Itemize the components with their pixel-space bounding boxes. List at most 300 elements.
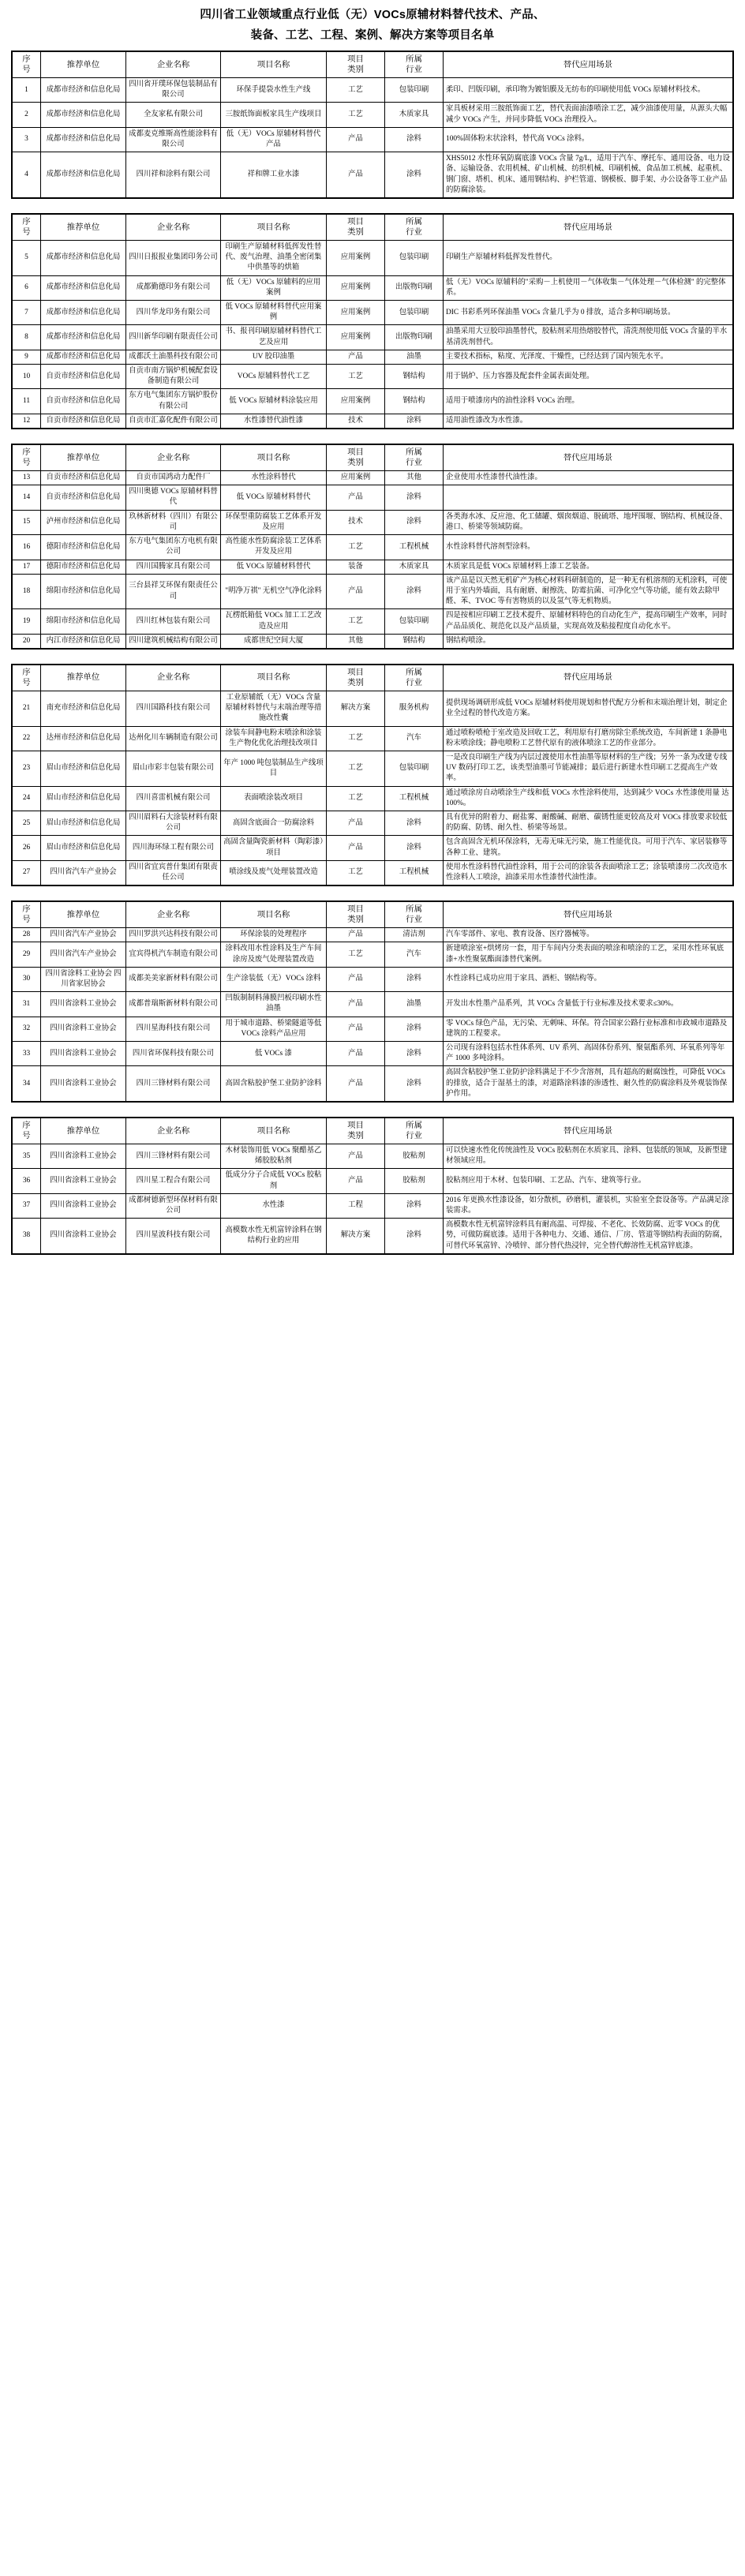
row-enterprise: 四川省开璞环保包装制品有限公司 <box>126 78 221 103</box>
page-title-line-1: 四川省工业领域重点行业低（无）VOCs原辅材料替代技术、产品、 <box>200 9 545 21</box>
row-industry: 木质家具 <box>385 103 444 127</box>
row-category: 工艺 <box>327 751 385 786</box>
row-industry: 钢结构 <box>385 365 444 389</box>
column-header-category: 项目 类别 <box>327 445 385 471</box>
column-header-scene: 替代应用场景 <box>444 902 733 928</box>
row-recommend-unit: 四川省汽车产业协会 <box>41 928 126 942</box>
row-project: 三胺纸饰面板家具生产线项目 <box>221 103 327 127</box>
row-industry: 包装印刷 <box>385 78 444 103</box>
row-recommend-unit: 成都市经济和信息化局 <box>41 275 126 300</box>
row-index: 26 <box>13 836 41 860</box>
column-header-project: 项目名称 <box>221 215 327 241</box>
column-header-enterprise: 企业名称 <box>126 665 221 691</box>
row-recommend-unit: 德阳市经济和信息化局 <box>41 560 126 574</box>
row-category: 产品 <box>327 152 385 198</box>
row-index: 8 <box>13 325 41 350</box>
row-enterprise: 四川罗洪兴达科技有限公司 <box>126 928 221 942</box>
row-industry: 出版物印刷 <box>385 325 444 350</box>
row-industry: 汽车 <box>385 942 444 967</box>
row-scene: 高固含粘胶护堡工业防护涂料满足于不少含溶剂，具有超高的耐腐蚀性，可降低 VOCs 的排放，适合于湿基土的漆，对道路涂料漆的渗透性、耐久性的防腐涂料及外观装饰保护作用。 <box>444 1066 733 1102</box>
row-enterprise: 成都勤德印务有限公司 <box>126 275 221 300</box>
row-enterprise: 自贡市南方锅炉机械配套设备制造有限公司 <box>126 365 221 389</box>
row-project: 低（无）VOCs 原辅材料替代产品 <box>221 127 327 152</box>
column-header-scene: 替代应用场景 <box>444 665 733 691</box>
column-header-enterprise: 企业名称 <box>126 445 221 471</box>
row-scene: 柔印、凹版印刷，承印物为镀铝膜及无纺布的印刷使用低 VOCs 原辅材料技术。 <box>444 78 733 103</box>
column-header-scene: 替代应用场景 <box>444 215 733 241</box>
row-recommend-unit: 内江市经济和信息化局 <box>41 634 126 648</box>
row-recommend-unit: 四川省汽车产业协会 <box>41 942 126 967</box>
row-index: 10 <box>13 365 41 389</box>
row-recommend-unit: 自贡市经济和信息化局 <box>41 365 126 389</box>
row-project: 用于城市道路、桥梁隧道等低 VOCs 涂料产品应用 <box>221 1017 327 1041</box>
row-scene: 2016 年更换水性漆设备，如分散机，砂磨机，灌装机，实验室全套设备等。产品满足涂装需求。 <box>444 1193 733 1218</box>
row-project: 低 VOCs 原辅材料替代应用案例 <box>221 301 327 325</box>
table-row <box>13 560 733 574</box>
row-project: 环保型重防腐装工艺体系开发及应用 <box>221 510 327 534</box>
row-recommend-unit: 成都市经济和信息化局 <box>41 103 126 127</box>
table-row <box>13 365 733 389</box>
row-scene: 各类海水冰、反应池、化工储罐、烟囱烟道、脱硫塔、地坪围堰、钢结构、机械设备、港口、桥梁等领域防腐。 <box>444 510 733 534</box>
row-recommend-unit: 泸州市经济和信息化局 <box>41 510 126 534</box>
row-scene: 该产品是以天然无机矿产为核心材料科研制造的，是一种无有机溶剂的无机涂料，可使用于室内外墙面，具有耐磨、耐擦洗、防霉抗菌、可净化空气等功能，能有效去除甲醛、苯、TVOC 等有害物质的以及氢气等无机物质。 <box>444 574 733 609</box>
column-header-category: 项目 类别 <box>327 1118 385 1144</box>
row-recommend-unit: 成都市经济和信息化局 <box>41 78 126 103</box>
row-enterprise: 四川省环保科技有限公司 <box>126 1042 221 1066</box>
table-row <box>13 1017 733 1041</box>
row-enterprise: 全友家私有限公司 <box>126 103 221 127</box>
row-scene: 钢结构喷涂。 <box>444 634 733 648</box>
table-row <box>13 414 733 428</box>
row-scene: 通过喷涂房自动喷涂生产线和低 VOCs 水性涂料使用，达到减少 VOCs 水性漆使用量 达 100%。 <box>444 786 733 811</box>
project-list-table <box>12 1118 733 1254</box>
page-title-line-2: 装备、工艺、工程、案例、解决方案等项目名单 <box>250 29 495 42</box>
row-index: 1 <box>13 78 41 103</box>
row-industry: 汽车 <box>385 726 444 751</box>
row-index: 7 <box>13 301 41 325</box>
page-title <box>0 0 745 49</box>
column-header-index: 序 号 <box>13 445 41 471</box>
row-recommend-unit: 成都市经济和信息化局 <box>41 152 126 198</box>
row-project: 高固含量陶瓷新材料（陶彩漆）项目 <box>221 836 327 860</box>
column-header-enterprise: 企业名称 <box>126 52 221 78</box>
row-industry: 涂料 <box>385 485 444 510</box>
table-row <box>13 967 733 991</box>
row-index: 6 <box>13 275 41 300</box>
row-category: 应用案例 <box>327 471 385 485</box>
row-industry: 包装印刷 <box>385 609 444 634</box>
row-industry: 涂料 <box>385 1193 444 1218</box>
row-industry: 包装印刷 <box>385 301 444 325</box>
table-row <box>13 78 733 103</box>
row-recommend-unit: 南充市经济和信息化局 <box>41 691 126 726</box>
table-row <box>13 786 733 811</box>
row-index: 22 <box>13 726 41 751</box>
row-index: 5 <box>13 241 41 276</box>
row-enterprise: 成都沃土油墨科技有限公司 <box>126 350 221 364</box>
row-enterprise: 四川奥德 VOCs 原辅材料替代 <box>126 485 221 510</box>
table-block <box>11 51 734 199</box>
row-project: 低 VOCs 原辅材料替代 <box>221 485 327 510</box>
table-row <box>13 275 733 300</box>
row-industry: 涂料 <box>385 510 444 534</box>
row-scene: 高模数水性无机富锌涂料具有耐高温、可焊接、不老化、长效防腐、近零 VOCs 的优势，可做防腐底漆。适用于各种电力、交通、通信、厂房、管道等钢结构表面的防腐，可替代环氧富锌、冷喷锌、部分替代热浸锌，完全替代醇溶性无机富锌底漆。 <box>444 1219 733 1254</box>
row-project: 低 VOCs 漆 <box>221 1042 327 1066</box>
row-category: 产品 <box>327 127 385 152</box>
row-recommend-unit: 自贡市经济和信息化局 <box>41 414 126 428</box>
row-industry: 涂料 <box>385 127 444 152</box>
row-industry: 涂料 <box>385 574 444 609</box>
row-category: 工艺 <box>327 609 385 634</box>
table-row <box>13 535 733 560</box>
table-header-row <box>13 52 733 78</box>
table-row <box>13 1169 733 1193</box>
row-project: 低（无）VOCs 原辅料的应用案例 <box>221 275 327 300</box>
table-row <box>13 574 733 609</box>
row-project: 印刷生产原辅材料低挥发性替代、废气治理、油墨全密闭集中供墨等的烘箱 <box>221 241 327 276</box>
row-industry: 涂料 <box>385 1017 444 1041</box>
row-industry: 包装印刷 <box>385 241 444 276</box>
row-index: 2 <box>13 103 41 127</box>
table-row <box>13 1193 733 1218</box>
table-block <box>11 1117 734 1255</box>
table-row <box>13 942 733 967</box>
row-recommend-unit: 四川省涂料工业协会 <box>41 992 126 1017</box>
column-header-project: 项目名称 <box>221 665 327 691</box>
row-category: 应用案例 <box>327 275 385 300</box>
column-header-industry: 所属 行业 <box>385 52 444 78</box>
row-scene: 可以快速水性化传统油性及 VOCs 胶粘剂在水质家具、涂料、包装纸的领域，及新型建材领域应用。 <box>444 1144 733 1169</box>
row-index: 27 <box>13 860 41 885</box>
row-project: 涂装车间静电粉末喷涂和涂装生产物化优化治理技改项目 <box>221 726 327 751</box>
column-header-recommend-unit: 推荐单位 <box>41 665 126 691</box>
row-scene: 木质家具是低 VOCs 原辅材料上漆工艺装备。 <box>444 560 733 574</box>
row-industry: 工程机械 <box>385 786 444 811</box>
row-index: 19 <box>13 609 41 634</box>
row-industry: 工程机械 <box>385 535 444 560</box>
row-enterprise: 四川祥和涂料有限公司 <box>126 152 221 198</box>
table-row <box>13 1144 733 1169</box>
row-category: 产品 <box>327 1066 385 1102</box>
row-scene: 一是改良印刷生产线为内层过渡使用水性油墨等原材料的生产线；另外一条为改建专线 UV 数码打印工艺，该类型油墨可节能减排；最后进行新建水性印刷工艺提高生产效率。 <box>444 751 733 786</box>
row-enterprise: 自贡市汇嘉化配件有限公司 <box>126 414 221 428</box>
row-recommend-unit: 四川省涂料工业协会 四川省家居协会 <box>41 967 126 991</box>
row-index: 36 <box>13 1169 41 1193</box>
row-scene: 适用于喷漆房内的油性涂料 VOCs 治理。 <box>444 389 733 414</box>
column-header-scene: 替代应用场景 <box>444 52 733 78</box>
row-index: 33 <box>13 1042 41 1066</box>
row-category: 工艺 <box>327 726 385 751</box>
row-industry: 涂料 <box>385 1066 444 1102</box>
table-row <box>13 691 733 726</box>
row-recommend-unit: 四川省涂料工业协会 <box>41 1144 126 1169</box>
row-project: 表面喷涂装改项目 <box>221 786 327 811</box>
row-index: 12 <box>13 414 41 428</box>
row-index: 3 <box>13 127 41 152</box>
row-category: 应用案例 <box>327 241 385 276</box>
row-index: 18 <box>13 574 41 609</box>
column-header-industry: 所属 行业 <box>385 1118 444 1144</box>
column-header-recommend-unit: 推荐单位 <box>41 215 126 241</box>
row-industry: 油墨 <box>385 350 444 364</box>
row-scene: 使用水性涂料替代油性涂料，用于公司的涂装各表面喷涂工艺；涂装喷漆房二次改造水性涂料人工喷涂，油漆采用水性漆替代油性漆。 <box>444 860 733 885</box>
row-category: 应用案例 <box>327 389 385 414</box>
column-header-recommend-unit: 推荐单位 <box>41 445 126 471</box>
row-industry: 出版物印刷 <box>385 275 444 300</box>
row-category: 产品 <box>327 350 385 364</box>
row-project: 涂料改用水性涂料及生产车间涂房及废气处理装置改造 <box>221 942 327 967</box>
row-project: 水性漆替代油性漆 <box>221 414 327 428</box>
table-row <box>13 485 733 510</box>
row-recommend-unit: 四川省涂料工业协会 <box>41 1193 126 1218</box>
row-project: UV 胶印油墨 <box>221 350 327 364</box>
column-header-project: 项目名称 <box>221 1118 327 1144</box>
row-category: 技术 <box>327 510 385 534</box>
row-scene: 用于锅炉、压力容器及配套件金属表面处理。 <box>444 365 733 389</box>
row-enterprise: 成都树德新型环保材料有限公司 <box>126 1193 221 1218</box>
table-block <box>11 664 734 886</box>
table-row <box>13 726 733 751</box>
row-project: 木材装饰用低 VOCs 聚醋基乙烯胶胶粘剂 <box>221 1144 327 1169</box>
row-recommend-unit: 自贡市经济和信息化局 <box>41 389 126 414</box>
row-industry: 涂料 <box>385 414 444 428</box>
row-category: 技术 <box>327 414 385 428</box>
row-index: 15 <box>13 510 41 534</box>
row-project: 喷涂线及废气处理装置改造 <box>221 860 327 885</box>
row-project: 瓦楞纸箱低 VOCs 加工工艺改造及应用 <box>221 609 327 634</box>
row-scene <box>444 485 733 510</box>
row-recommend-unit: 成都市经济和信息化局 <box>41 350 126 364</box>
column-header-recommend-unit: 推荐单位 <box>41 902 126 928</box>
row-recommend-unit: 自贡市经济和信息化局 <box>41 471 126 485</box>
row-recommend-unit: 达州市经济和信息化局 <box>41 726 126 751</box>
row-enterprise: 四川三锋材料有限公司 <box>126 1066 221 1102</box>
row-industry: 工程机械 <box>385 860 444 885</box>
row-scene: 企业使用水性漆替代油性漆。 <box>444 471 733 485</box>
row-scene: 零 VOCs 绿色产品，无污染、无刺味、环保。符合国家公路行业标准和市政城市道路及建筑的工程要求。 <box>444 1017 733 1041</box>
row-index: 9 <box>13 350 41 364</box>
row-enterprise: 四川国腾家具有限公司 <box>126 560 221 574</box>
row-enterprise: 四川星波科技有限公司 <box>126 1219 221 1254</box>
column-header-industry: 所属 行业 <box>385 445 444 471</box>
row-scene: 开发出水性墨产品系列，其 VOCs 含量低于行业标准及技术要求≤30%。 <box>444 992 733 1017</box>
row-index: 17 <box>13 560 41 574</box>
row-recommend-unit: 四川省汽车产业协会 <box>41 860 126 885</box>
column-header-industry: 所属 行业 <box>385 902 444 928</box>
row-scene: 家具板材采用三胺纸饰面工艺，替代表面油漆喷涂工艺，减少油漆使用量，从源头大幅减少 VOCs 产生，并同步降低 VOCs 治理投入。 <box>444 103 733 127</box>
column-header-enterprise: 企业名称 <box>126 902 221 928</box>
row-scene: 提供现场调研形成低 VOCs 原辅材料使用规划和替代配方分析和末端治理计划，制定企业全过程的替代改造方案。 <box>444 691 733 726</box>
row-index: 34 <box>13 1066 41 1102</box>
column-header-index: 序 号 <box>13 665 41 691</box>
row-category: 工艺 <box>327 786 385 811</box>
row-recommend-unit: 成都市经济和信息化局 <box>41 241 126 276</box>
table-row <box>13 811 733 835</box>
row-index: 24 <box>13 786 41 811</box>
table-row <box>13 389 733 414</box>
row-category: 产品 <box>327 1042 385 1066</box>
row-category: 工艺 <box>327 103 385 127</box>
row-scene: 水性涂料已成功应用于家具、酒柜、钢结构等。 <box>444 967 733 991</box>
row-recommend-unit: 眉山市经济和信息化局 <box>41 836 126 860</box>
row-enterprise: 四川红林包装有限公司 <box>126 609 221 634</box>
row-enterprise: 四川建筑机械结构有限公司 <box>126 634 221 648</box>
row-industry: 钢结构 <box>385 634 444 648</box>
row-enterprise: 四川三锋材料有限公司 <box>126 1144 221 1169</box>
row-category: 其他 <box>327 634 385 648</box>
row-scene: 汽车零部件、家电、教育设备、医疗器械等。 <box>444 928 733 942</box>
row-index: 21 <box>13 691 41 726</box>
row-project: VOCs 原辅料替代工艺 <box>221 365 327 389</box>
row-category: 产品 <box>327 1144 385 1169</box>
row-index: 37 <box>13 1193 41 1218</box>
row-index: 30 <box>13 967 41 991</box>
row-index: 4 <box>13 152 41 198</box>
row-category: 工艺 <box>327 78 385 103</box>
table-row <box>13 152 733 198</box>
row-index: 32 <box>13 1017 41 1041</box>
row-scene: 胶粘剂应用于木材、包装印刷、工艺品、汽车、建筑等行业。 <box>444 1169 733 1193</box>
row-recommend-unit: 成都市经济和信息化局 <box>41 301 126 325</box>
row-project: 凹版制制料薄膜凹板印刷水性油墨 <box>221 992 327 1017</box>
project-list-table <box>12 214 733 429</box>
table-header-row <box>13 665 733 691</box>
row-category: 产品 <box>327 485 385 510</box>
table-row <box>13 1066 733 1102</box>
row-category: 工程 <box>327 1193 385 1218</box>
column-header-category: 项目 类别 <box>327 902 385 928</box>
column-header-industry: 所属 行业 <box>385 665 444 691</box>
row-recommend-unit: 德阳市经济和信息化局 <box>41 535 126 560</box>
row-scene: 100%固体粉末状涂料，替代高 VOCs 涂料。 <box>444 127 733 152</box>
row-category: 产品 <box>327 574 385 609</box>
table-block <box>11 213 734 429</box>
row-project: 高模数水性无机富锌涂料在钢结构行业的应用 <box>221 1219 327 1254</box>
column-header-project: 项目名称 <box>221 52 327 78</box>
row-industry: 木质家具 <box>385 560 444 574</box>
row-project: 书、报刊印刷原辅材料替代工艺及应用 <box>221 325 327 350</box>
table-row <box>13 471 733 485</box>
column-header-industry: 所属 行业 <box>385 215 444 241</box>
row-enterprise: 四川星工程合有限公司 <box>126 1169 221 1193</box>
row-category: 产品 <box>327 811 385 835</box>
row-category: 产品 <box>327 836 385 860</box>
row-recommend-unit: 成都市经济和信息化局 <box>41 127 126 152</box>
row-category: 产品 <box>327 992 385 1017</box>
column-header-category: 项目 类别 <box>327 215 385 241</box>
column-header-index: 序 号 <box>13 1118 41 1144</box>
column-header-recommend-unit: 推荐单位 <box>41 1118 126 1144</box>
column-header-project: 项目名称 <box>221 902 327 928</box>
row-industry: 服务机构 <box>385 691 444 726</box>
project-list-table <box>12 444 733 649</box>
column-header-scene: 替代应用场景 <box>444 1118 733 1144</box>
row-recommend-unit: 绵阳市经济和信息化局 <box>41 609 126 634</box>
project-list-table <box>12 51 733 198</box>
row-recommend-unit: 成都市经济和信息化局 <box>41 325 126 350</box>
row-project: 环保涂装的处理程序 <box>221 928 327 942</box>
table-row <box>13 751 733 786</box>
row-scene: DIC 书彩系列环保油墨 VOCs 含量几乎为 0 排放，适合多种印刷场景。 <box>444 301 733 325</box>
row-industry: 涂料 <box>385 1042 444 1066</box>
row-category: 产品 <box>327 1017 385 1041</box>
row-enterprise: 四川眉料石大涂装材料有限公司 <box>126 811 221 835</box>
row-scene: 油墨采用大豆胶印油墨替代，胶粘剂采用热熔胶替代，清洗剂使用低 VOCs 含量的半水基清洗剂替代。 <box>444 325 733 350</box>
row-index: 31 <box>13 992 41 1017</box>
table-row <box>13 510 733 534</box>
row-industry: 涂料 <box>385 152 444 198</box>
row-scene: 四是按相应印刷工艺技术提升、原辅材料特色的自动化生产，提高印刷生产效率，同时产品品质化、规范化以及产品质量，实现高效及粘接程度自动化水平。 <box>444 609 733 634</box>
row-index: 23 <box>13 751 41 786</box>
row-index: 29 <box>13 942 41 967</box>
row-recommend-unit: 自贡市经济和信息化局 <box>41 485 126 510</box>
row-project: 水性涂料替代 <box>221 471 327 485</box>
row-enterprise: 玖林新材料（四川）有限公司 <box>126 510 221 534</box>
row-scene: 低（无）VOCs 原辅料的"采购－上机使用－气体收集－气体处理－气体检测" 的完整体系。 <box>444 275 733 300</box>
row-scene: XHS5012 水性环氧防腐底漆 VOCs 含量 7g/L，适用于汽车、摩托车、通用设备、电力设备、运输设备、农用机械、矿山机械、纺织机械、印刷机械、食品加工机械、起重机、钢门窗、塔机、机床、通用钢结构、护栏管道、钢模板、脚手架、办公设备等工业产品的防腐涂装。 <box>444 152 733 198</box>
row-industry: 油墨 <box>385 992 444 1017</box>
row-project: 高固含粘胶护堡工业防护涂料 <box>221 1066 327 1102</box>
column-header-scene: 替代应用场景 <box>444 445 733 471</box>
row-index: 38 <box>13 1219 41 1254</box>
row-enterprise: 成都普瑞斯新材料有限公司 <box>126 992 221 1017</box>
row-scene: 主要技术指标，粘度、光泽度、干燥性，已经达到了国内领先水平。 <box>444 350 733 364</box>
column-header-enterprise: 企业名称 <box>126 1118 221 1144</box>
row-recommend-unit: 四川省涂料工业协会 <box>41 1066 126 1102</box>
row-index: 20 <box>13 634 41 648</box>
row-category: 应用案例 <box>327 325 385 350</box>
row-industry: 涂料 <box>385 811 444 835</box>
row-scene: 水性涂料替代溶剂型涂料。 <box>444 535 733 560</box>
row-recommend-unit: 四川省涂料工业协会 <box>41 1219 126 1254</box>
column-header-category: 项目 类别 <box>327 665 385 691</box>
row-project: 年产 1000 吨包装制品生产线项目 <box>221 751 327 786</box>
table-row <box>13 350 733 364</box>
row-industry: 其他 <box>385 471 444 485</box>
column-header-enterprise: 企业名称 <box>126 215 221 241</box>
row-category: 产品 <box>327 1169 385 1193</box>
table-row <box>13 836 733 860</box>
table-header-row <box>13 902 733 928</box>
row-project: 低 VOCs 原辅材料替代 <box>221 560 327 574</box>
row-category: 工艺 <box>327 942 385 967</box>
row-enterprise: 达州化川车辆制造有限公司 <box>126 726 221 751</box>
column-header-category: 项目 类别 <box>327 52 385 78</box>
table-row <box>13 1042 733 1066</box>
row-enterprise: 自贡市国鸿动力配件厂 <box>126 471 221 485</box>
row-enterprise: 四川日报报业集团印务公司 <box>126 241 221 276</box>
row-index: 35 <box>13 1144 41 1169</box>
table-row <box>13 103 733 127</box>
row-recommend-unit: 四川省涂料工业协会 <box>41 1169 126 1193</box>
row-project: 水性漆 <box>221 1193 327 1218</box>
column-header-index: 序 号 <box>13 52 41 78</box>
table-row <box>13 992 733 1017</box>
row-category: 产品 <box>327 967 385 991</box>
row-project: 高固含底面合一防腐涂料 <box>221 811 327 835</box>
row-enterprise: 四川国路科技有限公司 <box>126 691 221 726</box>
table-row <box>13 609 733 634</box>
row-scene: 公司现有涂料包括水性体系列、UV 系列、高固体份系列、聚氨酯系列、环氧系列等年产 1000 多吨涂料。 <box>444 1042 733 1066</box>
row-category: 解决方案 <box>327 1219 385 1254</box>
table-row <box>13 301 733 325</box>
row-category: 工艺 <box>327 535 385 560</box>
row-enterprise: 四川海环绿工程有限公司 <box>126 836 221 860</box>
row-recommend-unit: 四川省涂料工业协会 <box>41 1042 126 1066</box>
project-list-table <box>12 665 733 886</box>
row-scene: 适用油性漆改为水性漆。 <box>444 414 733 428</box>
row-enterprise: 东方电气集团东方电机有限公司 <box>126 535 221 560</box>
